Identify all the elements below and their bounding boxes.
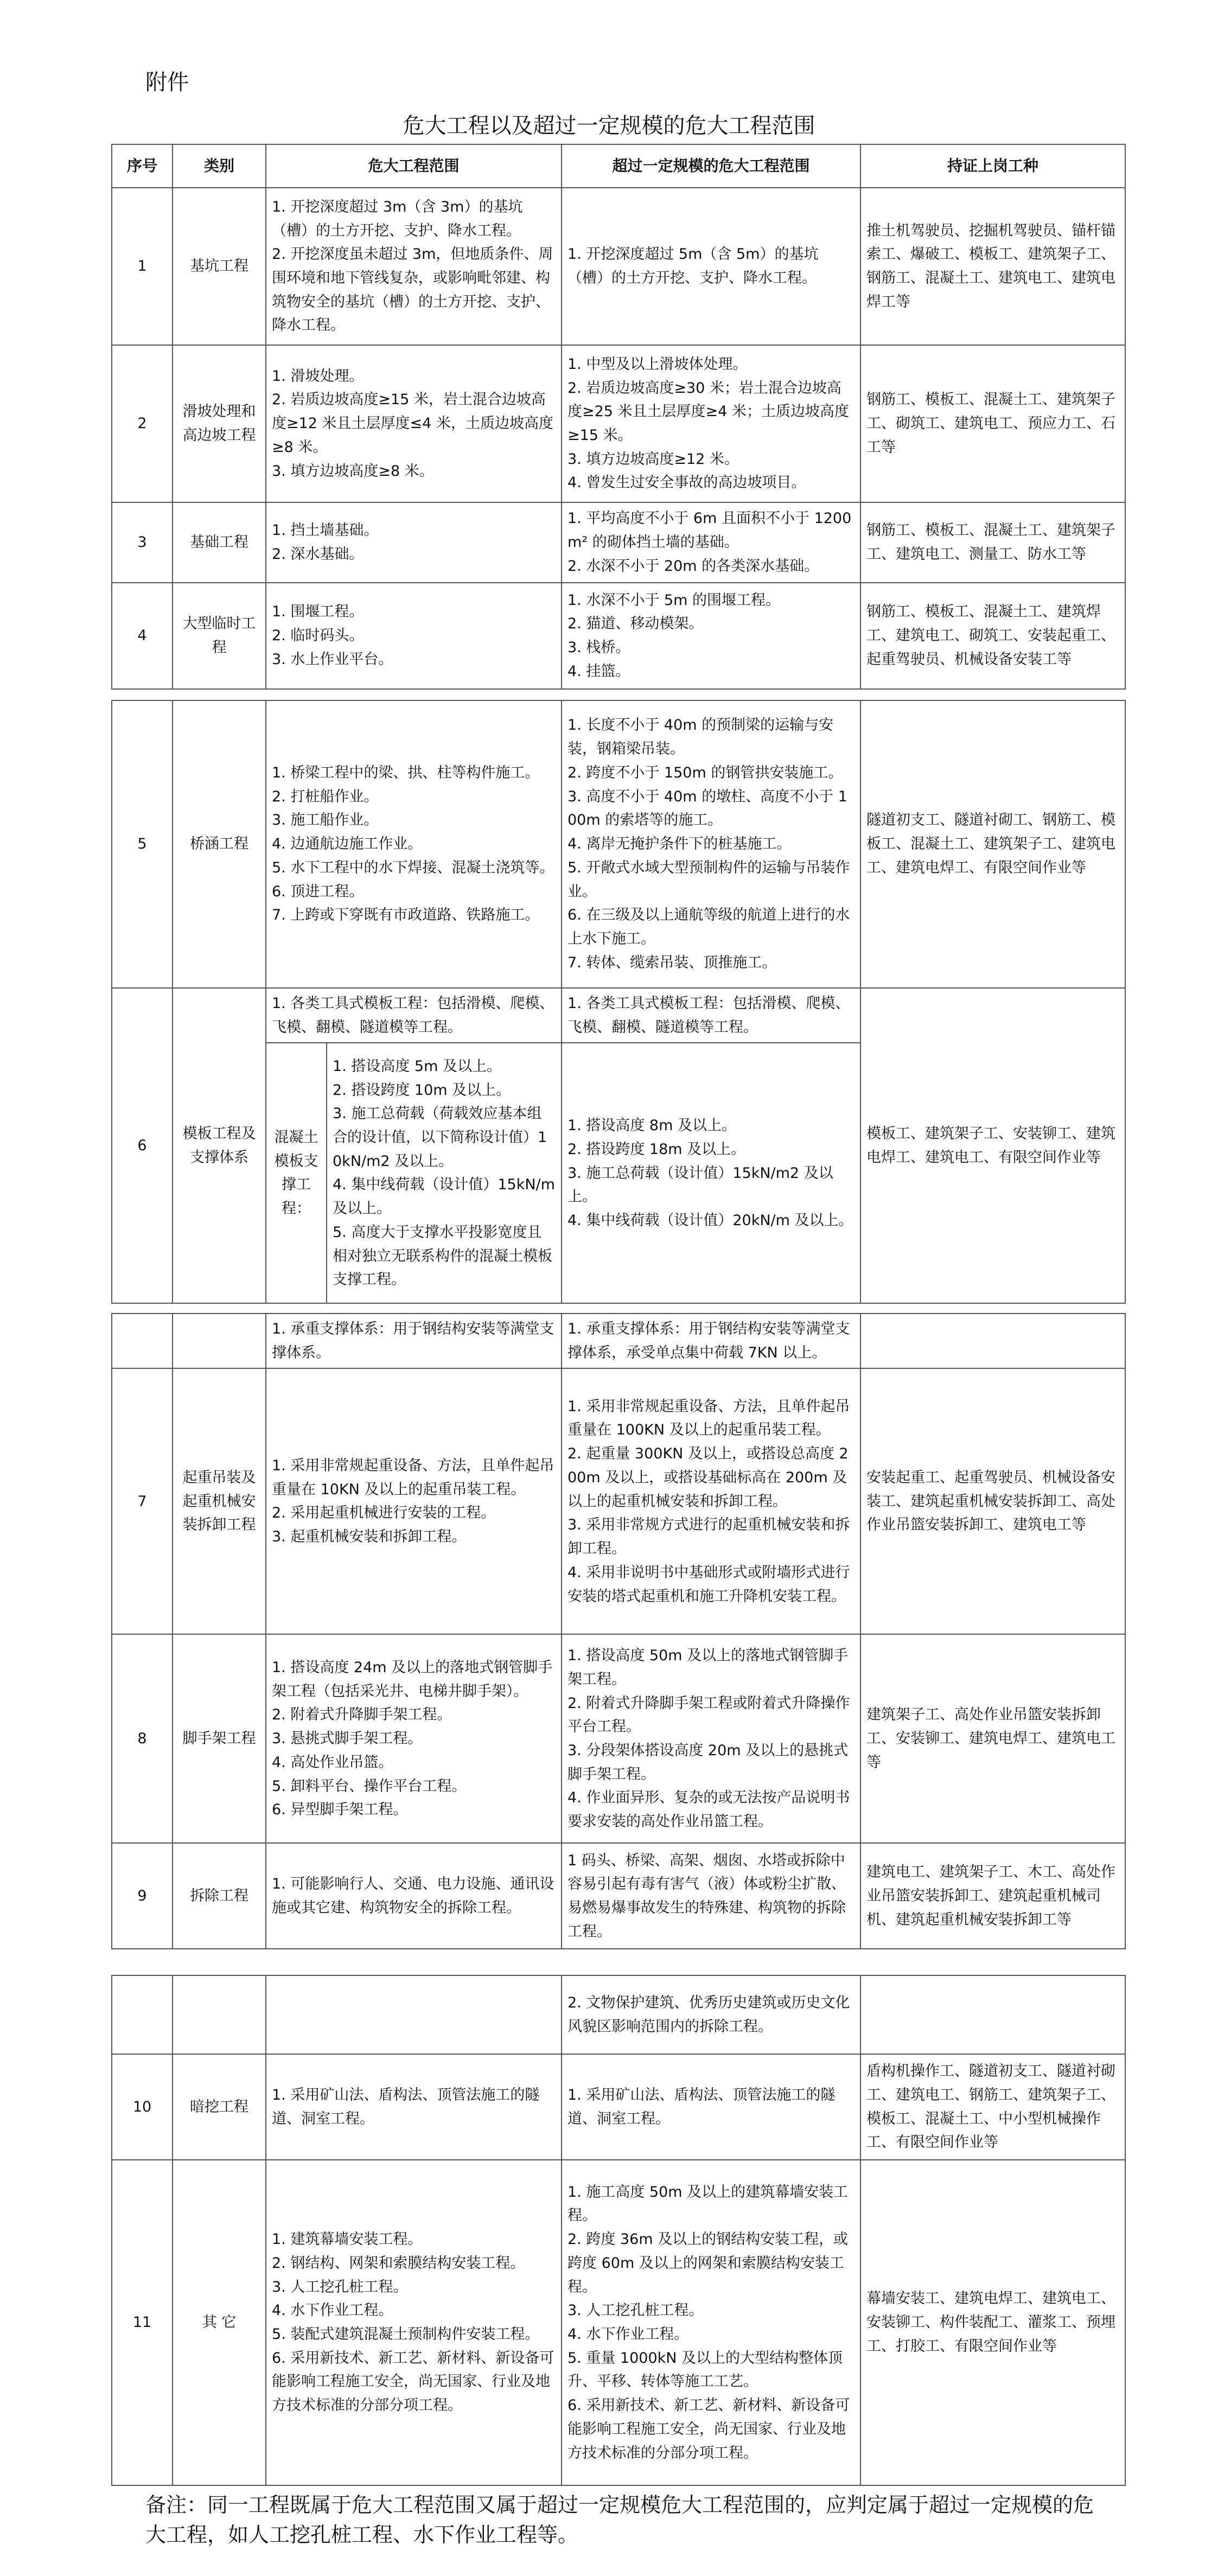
row-workers: 钢筋工、模板工、混凝土工、建筑焊工、建筑电工、砌筑工、安装起重工、起重驾驶员、机械设备安装工等 bbox=[860, 583, 1125, 689]
row-scope-tool-formwork bbox=[266, 988, 562, 1043]
row-no: 2 bbox=[112, 345, 173, 502]
scope-item: 1. 桥梁工程中的梁、拱、柱等构件施工。 bbox=[272, 764, 540, 781]
row-scope bbox=[266, 1843, 562, 1949]
page-title: 危大工程以及超过一定规模的危大工程范围 bbox=[403, 113, 815, 138]
row-no: 4 bbox=[112, 583, 173, 689]
scope-item: 5. 开敞式水域大型预制构件的运输与吊装作业。 bbox=[567, 859, 850, 900]
scope-item: 2. 跨度不小于 150m 的钢管拱安装施工。 bbox=[567, 764, 843, 781]
scope-item: 2. 跨度 36m 及以上的钢结构安装工程，或跨度 60m 及以上的网架和索膜结构安装工程。 bbox=[567, 2231, 849, 2296]
row-scope bbox=[266, 345, 562, 502]
row-large-scope bbox=[562, 583, 860, 689]
row-workers: 钢筋工、模板工、混凝土工、建筑架子工、建筑电工、测量工、防水工等 bbox=[860, 502, 1125, 583]
scope-item: 6. 异型脚手架工程。 bbox=[272, 1801, 408, 1819]
row-category: 滑坡处理和高边坡工程 bbox=[173, 345, 266, 502]
scope-item: 1 码头、桥梁、高架、烟囱、水塔或拆除中容易引起有毒有害气（液）体或粉尘扩散、易燃易爆事故发生的特殊建、构筑物的拆除工程。 bbox=[567, 1852, 846, 1940]
scope-item: 5. 装配式建筑混凝土预制构件安装工程。 bbox=[272, 2326, 540, 2343]
scope-item: 3. 采用非常规方式进行的起重机械安装和拆卸工程。 bbox=[567, 1516, 850, 1558]
table-row bbox=[112, 2160, 1125, 2485]
scope-item: 3. 填方边坡高度≥12 米。 bbox=[567, 450, 739, 468]
scope-item: 5. 高度大于支撑水平投影宽度且相对独立无联系构件的混凝土模板支撑工程。 bbox=[333, 1223, 552, 1289]
table-row bbox=[112, 988, 1125, 1043]
header-category: 类别 bbox=[173, 144, 266, 188]
scope-item: 1. 搭设高度 24m 及以上的落地式钢管脚手架工程（包括采光井、电梯井脚手架）。 bbox=[272, 1659, 553, 1700]
row-no: 8 bbox=[112, 1634, 173, 1843]
scope-table-part-3 bbox=[111, 1313, 1126, 1949]
row-large-scope-tool-formwork bbox=[562, 988, 860, 1043]
row-category: 拆除工程 bbox=[173, 1843, 266, 1949]
scope-item: 2. 猫道、移动模架。 bbox=[567, 615, 704, 633]
scope-item: 3. 高度不小于 40m 的墩柱、高度不小于 100m 的索塔等的施工。 bbox=[567, 788, 847, 829]
row-workers-empty bbox=[860, 1975, 1125, 2054]
scope-item: 1. 承重支撑体系：用于钢结构安装等满堂支撑体系，承受单点集中荷载 7KN 以上。 bbox=[567, 1321, 850, 1361]
row-workers-empty bbox=[860, 1313, 1125, 1368]
row-category: 模板工程及支撑体系 bbox=[173, 988, 266, 1303]
scope-item: 3. 施工总荷载（荷载效应基本组合的设计值，以下简称设计值）10kN/m2 及以上。 bbox=[333, 1105, 547, 1170]
scope-item: 1. 施工高度 50m 及以上的建筑幕墙安装工程。 bbox=[567, 2183, 849, 2224]
header-no: 序号 bbox=[112, 144, 173, 188]
row-no-empty bbox=[112, 1313, 173, 1368]
table-row bbox=[112, 502, 1125, 583]
scope-item: 4. 水下作业工程。 bbox=[567, 2326, 689, 2343]
scope-item: 1. 开挖深度超过 5m（含 5m）的基坑（槽）的土方开挖、支护、降水工程。 bbox=[567, 246, 819, 286]
scope-item: 1. 可能影响行人、交通、电力设施、通讯设施或其它建、构筑物安全的拆除工程。 bbox=[272, 1876, 554, 1916]
table-row bbox=[112, 2054, 1125, 2160]
scope-item: 6. 顶进工程。 bbox=[272, 883, 364, 900]
row-category: 基础工程 bbox=[173, 502, 266, 583]
row-large-scope bbox=[562, 345, 860, 502]
row-large-scope bbox=[562, 1368, 860, 1634]
scope-table-part-1 bbox=[111, 144, 1126, 690]
attachment-label: 附件 bbox=[145, 70, 189, 95]
row-category-empty bbox=[173, 1313, 266, 1368]
scope-item: 4. 高处作业吊篮。 bbox=[272, 1754, 393, 1771]
row-scope bbox=[266, 2054, 562, 2160]
scope-item: 1. 挡土墙基础。 bbox=[272, 522, 379, 539]
scope-item: 1. 采用矿山法、盾构法、顶管法施工的隧道、洞室工程。 bbox=[272, 2086, 540, 2127]
scope-item: 1. 搭设高度 8m 及以上。 bbox=[567, 1117, 736, 1134]
scope-item: 1. 围堰工程。 bbox=[272, 603, 364, 621]
row-large-scope-support bbox=[562, 1043, 860, 1303]
row-no: 11 bbox=[112, 2160, 173, 2485]
row-workers: 模板工、建筑架子工、安装铆工、建筑电焊工、建筑电工、有限空间作业等 bbox=[860, 988, 1125, 1303]
row-no: 10 bbox=[112, 2054, 173, 2160]
scope-item: 1. 采用矿山法、盾构法、顶管法施工的隧道、洞室工程。 bbox=[567, 2086, 836, 2127]
scope-item: 3. 水上作业平台。 bbox=[272, 651, 393, 668]
row-category: 脚手架工程 bbox=[173, 1634, 266, 1843]
row-category-empty bbox=[173, 1975, 266, 2054]
row-scope bbox=[266, 2160, 562, 2485]
table-row bbox=[112, 1843, 1125, 1949]
row-no: 6 bbox=[112, 988, 173, 1303]
scope-item: 1. 采用非常规起重设备、方法，且单件起吊重量在 100KN 及以上的起重吊装工程。 bbox=[567, 1398, 850, 1439]
table-row bbox=[112, 700, 1125, 988]
row-scope bbox=[266, 700, 562, 988]
row-scope bbox=[266, 502, 562, 583]
scope-item: 1. 搭设高度 50m 及以上的落地式钢管脚手架工程。 bbox=[567, 1647, 849, 1688]
scope-item: 7. 上跨或下穿既有市政道路、铁路施工。 bbox=[272, 907, 540, 924]
row-category: 其 它 bbox=[173, 2160, 266, 2485]
scope-item: 7. 转体、缆索吊装、顶推施工。 bbox=[567, 954, 777, 971]
scope-item: 1. 承重支撑体系：用于钢结构安装等满堂支撑体系。 bbox=[272, 1321, 554, 1361]
row-large-scope bbox=[562, 2054, 860, 2160]
row-scope bbox=[266, 1368, 562, 1634]
row-no: 7 bbox=[112, 1368, 173, 1634]
scope-item: 1. 中型及以上滑坡体处理。 bbox=[567, 355, 748, 373]
row-category: 大型临时工程 bbox=[173, 583, 266, 689]
scope-item: 1. 滑坡处理。 bbox=[272, 367, 364, 385]
row-category: 暗挖工程 bbox=[173, 2054, 266, 2160]
scope-item: 4. 边通航边施工作业。 bbox=[272, 836, 423, 853]
scope-item: 2. 水深不小于 20m 的各类深水基础。 bbox=[567, 557, 819, 575]
scope-item: 2. 搭设跨度 18m 及以上。 bbox=[567, 1140, 746, 1158]
scope-item: 6. 采用新技术、新工艺、新材料、新设备可能影响工程施工安全，尚无国家、行业及地方技术标准的分部分项工程。 bbox=[272, 2349, 554, 2414]
table-row bbox=[112, 1634, 1125, 1843]
scope-item: 5. 水下工程中的水下焊接、混凝土浇筑等。 bbox=[272, 859, 554, 876]
scope-item: 4. 集中线荷载（设计值）20kN/m 及以上。 bbox=[567, 1212, 853, 1229]
row-workers: 隧道初支工、隧道衬砌工、钢筋工、模板工、混凝土工、建筑架子工、建筑电工、建筑电焊工、有限空间作业等 bbox=[860, 700, 1125, 988]
scope-item: 4. 离岸无掩护条件下的桩基施工。 bbox=[567, 836, 792, 853]
scope-item: 2. 打桩船作业。 bbox=[272, 788, 379, 805]
row-large-scope-support bbox=[562, 1313, 860, 1368]
table-row bbox=[112, 1313, 1125, 1368]
scope-table-part-4 bbox=[111, 1975, 1126, 2486]
row-scope bbox=[266, 188, 562, 345]
row-workers: 建筑架子工、高处作业吊篮安装拆卸工、安装铆工、建筑电焊工、建筑电工等 bbox=[860, 1634, 1125, 1843]
table-row bbox=[112, 1975, 1125, 2054]
scope-item: 3. 栈桥。 bbox=[567, 639, 630, 656]
row-large-scope bbox=[562, 700, 860, 988]
row-sub-label: 混凝土模板支撑工程： bbox=[266, 1043, 327, 1303]
table-row bbox=[112, 345, 1125, 502]
scope-item: 1. 各类工具式模板工程：包括滑模、爬模、飞模、翻模、隧道模等工程。 bbox=[567, 995, 850, 1036]
table-row bbox=[112, 1368, 1125, 1634]
scope-item: 3. 起重机械安装和拆卸工程。 bbox=[272, 1528, 467, 1546]
scope-table-part-2 bbox=[111, 700, 1126, 1304]
header-large-scope: 超过一定规模的危大工程范围 bbox=[562, 144, 860, 188]
scope-item: 5. 卸料平台、操作平台工程。 bbox=[272, 1777, 467, 1795]
scope-item: 2. 岩质边坡高度≥15 米，岩土混合边坡高度≥12 米且土层厚度≤4 米，土质边坡高度≥8 米。 bbox=[272, 391, 553, 456]
scope-item: 2. 搭设跨度 10m 及以上。 bbox=[333, 1081, 511, 1099]
header-scope: 危大工程范围 bbox=[266, 144, 562, 188]
scope-item: 4. 作业面异形、复杂的或无法按产品说明书要求安装的高处作业吊篮工程。 bbox=[567, 1789, 850, 1831]
row-large-scope bbox=[562, 188, 860, 345]
row-scope bbox=[266, 1634, 562, 1843]
scope-item: 2. 钢结构、网架和索膜结构安装工程。 bbox=[272, 2254, 525, 2272]
scope-item: 4. 挂篮。 bbox=[567, 662, 630, 680]
scope-item: 1. 各类工具式模板工程：包括滑模、爬模、飞模、翻模、隧道模等工程。 bbox=[272, 995, 554, 1036]
scope-item: 4. 水下作业工程。 bbox=[272, 2302, 393, 2319]
scope-item: 2. 起重量 300KN 及以上，或搭设总高度 200m 及以上，或搭设基础标高在 200m 及以上的起重机械安装和拆卸工程。 bbox=[567, 1445, 849, 1510]
row-workers: 推土机驾驶员、挖掘机驾驶员、锚杆锚索工、爆破工、模板工、建筑架子工、钢筋工、混凝土工、建筑电工、建筑电焊工等 bbox=[860, 188, 1125, 345]
row-no: 9 bbox=[112, 1843, 173, 1949]
scope-item: 1. 平均高度不小于 6m 且面积不小于 1200m² 的砌体挡土墙的基础。 bbox=[567, 510, 852, 551]
row-no: 5 bbox=[112, 700, 173, 988]
row-scope-empty bbox=[266, 1975, 562, 2054]
row-large-scope bbox=[562, 1843, 860, 1949]
scope-item: 3. 悬挑式脚手架工程。 bbox=[272, 1730, 423, 1748]
row-large-scope-continued bbox=[562, 1975, 860, 2054]
row-large-scope bbox=[562, 2160, 860, 2485]
scope-item: 1. 采用非常规起重设备、方法，且单件起吊重量在 10KN 及以上的起重吊装工程。 bbox=[272, 1457, 554, 1498]
table-row bbox=[112, 583, 1125, 689]
scope-item: 1. 开挖深度超过 3m（含 3m）的基坑（槽）的土方开挖、支护、降水工程。 bbox=[272, 198, 523, 239]
scope-item: 1. 水深不小于 5m 的围堰工程。 bbox=[567, 591, 780, 609]
row-workers: 安装起重工、起重驾驶员、机械设备安装工、建筑起重机械安装拆卸工、高处作业吊篮安装拆卸工、建筑电工等 bbox=[860, 1368, 1125, 1634]
scope-item: 4. 采用非说明书中基础形式或附墙形式进行安装的塔式起重机和施工升降机安装工程。 bbox=[567, 1564, 850, 1605]
scope-item: 1. 搭设高度 5m 及以上。 bbox=[333, 1057, 501, 1075]
row-category: 起重吊装及起重机械安装拆卸工程 bbox=[173, 1368, 266, 1634]
scope-item: 3. 施工总荷载（设计值）15kN/m2 及以上。 bbox=[567, 1164, 833, 1206]
row-workers: 钢筋工、模板工、混凝土工、建筑架子工、砌筑工、建筑电工、预应力工、石工等 bbox=[860, 345, 1125, 502]
scope-item: 2. 开挖深度虽未超过 3m，但地质条件、周围环境和地下管线复杂，或影响毗邻建、构筑物安全的基坑（槽）的土方开挖、支护、降水工程。 bbox=[272, 246, 553, 334]
scope-item: 1. 长度不小于 40m 的预制梁的运输与安装，钢箱梁吊装。 bbox=[567, 717, 834, 758]
table-header-row bbox=[112, 144, 1125, 188]
row-workers: 幕墙安装工、建筑电焊工、建筑电工、安装铆工、构件装配工、灌浆工、预埋工、打胶工、有限空间作业等 bbox=[860, 2160, 1125, 2485]
header-workers: 持证上岗工种 bbox=[860, 144, 1125, 188]
row-scope bbox=[266, 583, 562, 689]
row-scope-support bbox=[266, 1313, 562, 1368]
scope-item: 3. 人工挖孔桩工程。 bbox=[272, 2278, 408, 2296]
scope-item: 3. 施工船作业。 bbox=[272, 812, 379, 829]
row-large-scope bbox=[562, 1634, 860, 1843]
row-scope-support bbox=[327, 1043, 562, 1303]
scope-item: 3. 人工挖孔桩工程。 bbox=[567, 2302, 704, 2319]
row-workers: 建筑电工、建筑架子工、木工、高处作业吊篮安装拆卸工、建筑起重机械司机、建筑起重机械安装拆卸工等 bbox=[860, 1843, 1125, 1949]
footnote: 备注：同一工程既属于危大工程范围又属于超过一定规模危大工程范围的，应判定属于超过一定规模的危大工程，如人工挖孔桩工程、水下作业工程等。 bbox=[145, 2493, 1094, 2547]
scope-item: 2. 岩质边坡高度≥30 米；岩土混合边坡高度≥25 米且土层厚度≥4 米；土质边坡高度≥15 米。 bbox=[567, 379, 849, 444]
scope-item: 5. 重量 1000kN 及以上的大型结构整体顶升、平移、转体等施工工艺。 bbox=[567, 2349, 843, 2390]
scope-item: 2. 深水基础。 bbox=[272, 546, 364, 563]
scope-item: 2. 文物保护建筑、优秀历史建筑或历史文化风貌区影响范围内的拆除工程。 bbox=[567, 1994, 850, 2035]
row-no-empty bbox=[112, 1975, 173, 2054]
scope-item: 2. 附着式升降脚手架工程或附着式升降操作平台工程。 bbox=[567, 1694, 850, 1736]
row-no: 1 bbox=[112, 188, 173, 345]
scope-item: 6. 采用新技术、新工艺、新材料、新设备可能影响工程施工安全，尚无国家、行业及地方技术标准的分部分项工程。 bbox=[567, 2397, 850, 2462]
scope-item: 3. 填方边坡高度≥8 米。 bbox=[272, 462, 434, 480]
scope-item: 2. 临时码头。 bbox=[272, 627, 364, 645]
scope-item: 3. 分段架体搭设高度 20m 及以上的悬挑式脚手架工程。 bbox=[567, 1742, 849, 1783]
row-no: 3 bbox=[112, 502, 173, 583]
scope-item: 1. 建筑幕墙安装工程。 bbox=[272, 2231, 423, 2248]
scope-item: 2. 采用起重机械进行安装的工程。 bbox=[272, 1504, 496, 1522]
scope-item: 4. 曾发生过安全事故的高边坡项目。 bbox=[567, 474, 806, 492]
row-workers: 盾构机操作工、隧道初支工、隧道衬砌工、建筑电工、钢筋工、建筑架子工、模板工、混凝土工、中小型机械操作工、有限空间作业等 bbox=[860, 2054, 1125, 2160]
scope-item: 2. 附着式升降脚手架工程。 bbox=[272, 1706, 452, 1724]
row-category: 基坑工程 bbox=[173, 188, 266, 345]
row-large-scope bbox=[562, 502, 860, 583]
scope-item: 6. 在三级及以上通航等级的航道上进行的水上水下施工。 bbox=[567, 907, 850, 948]
table-row bbox=[112, 188, 1125, 345]
row-category: 桥涵工程 bbox=[173, 700, 266, 988]
scope-item: 4. 集中线荷载（设计值）15kN/m 及以上。 bbox=[333, 1176, 555, 1217]
